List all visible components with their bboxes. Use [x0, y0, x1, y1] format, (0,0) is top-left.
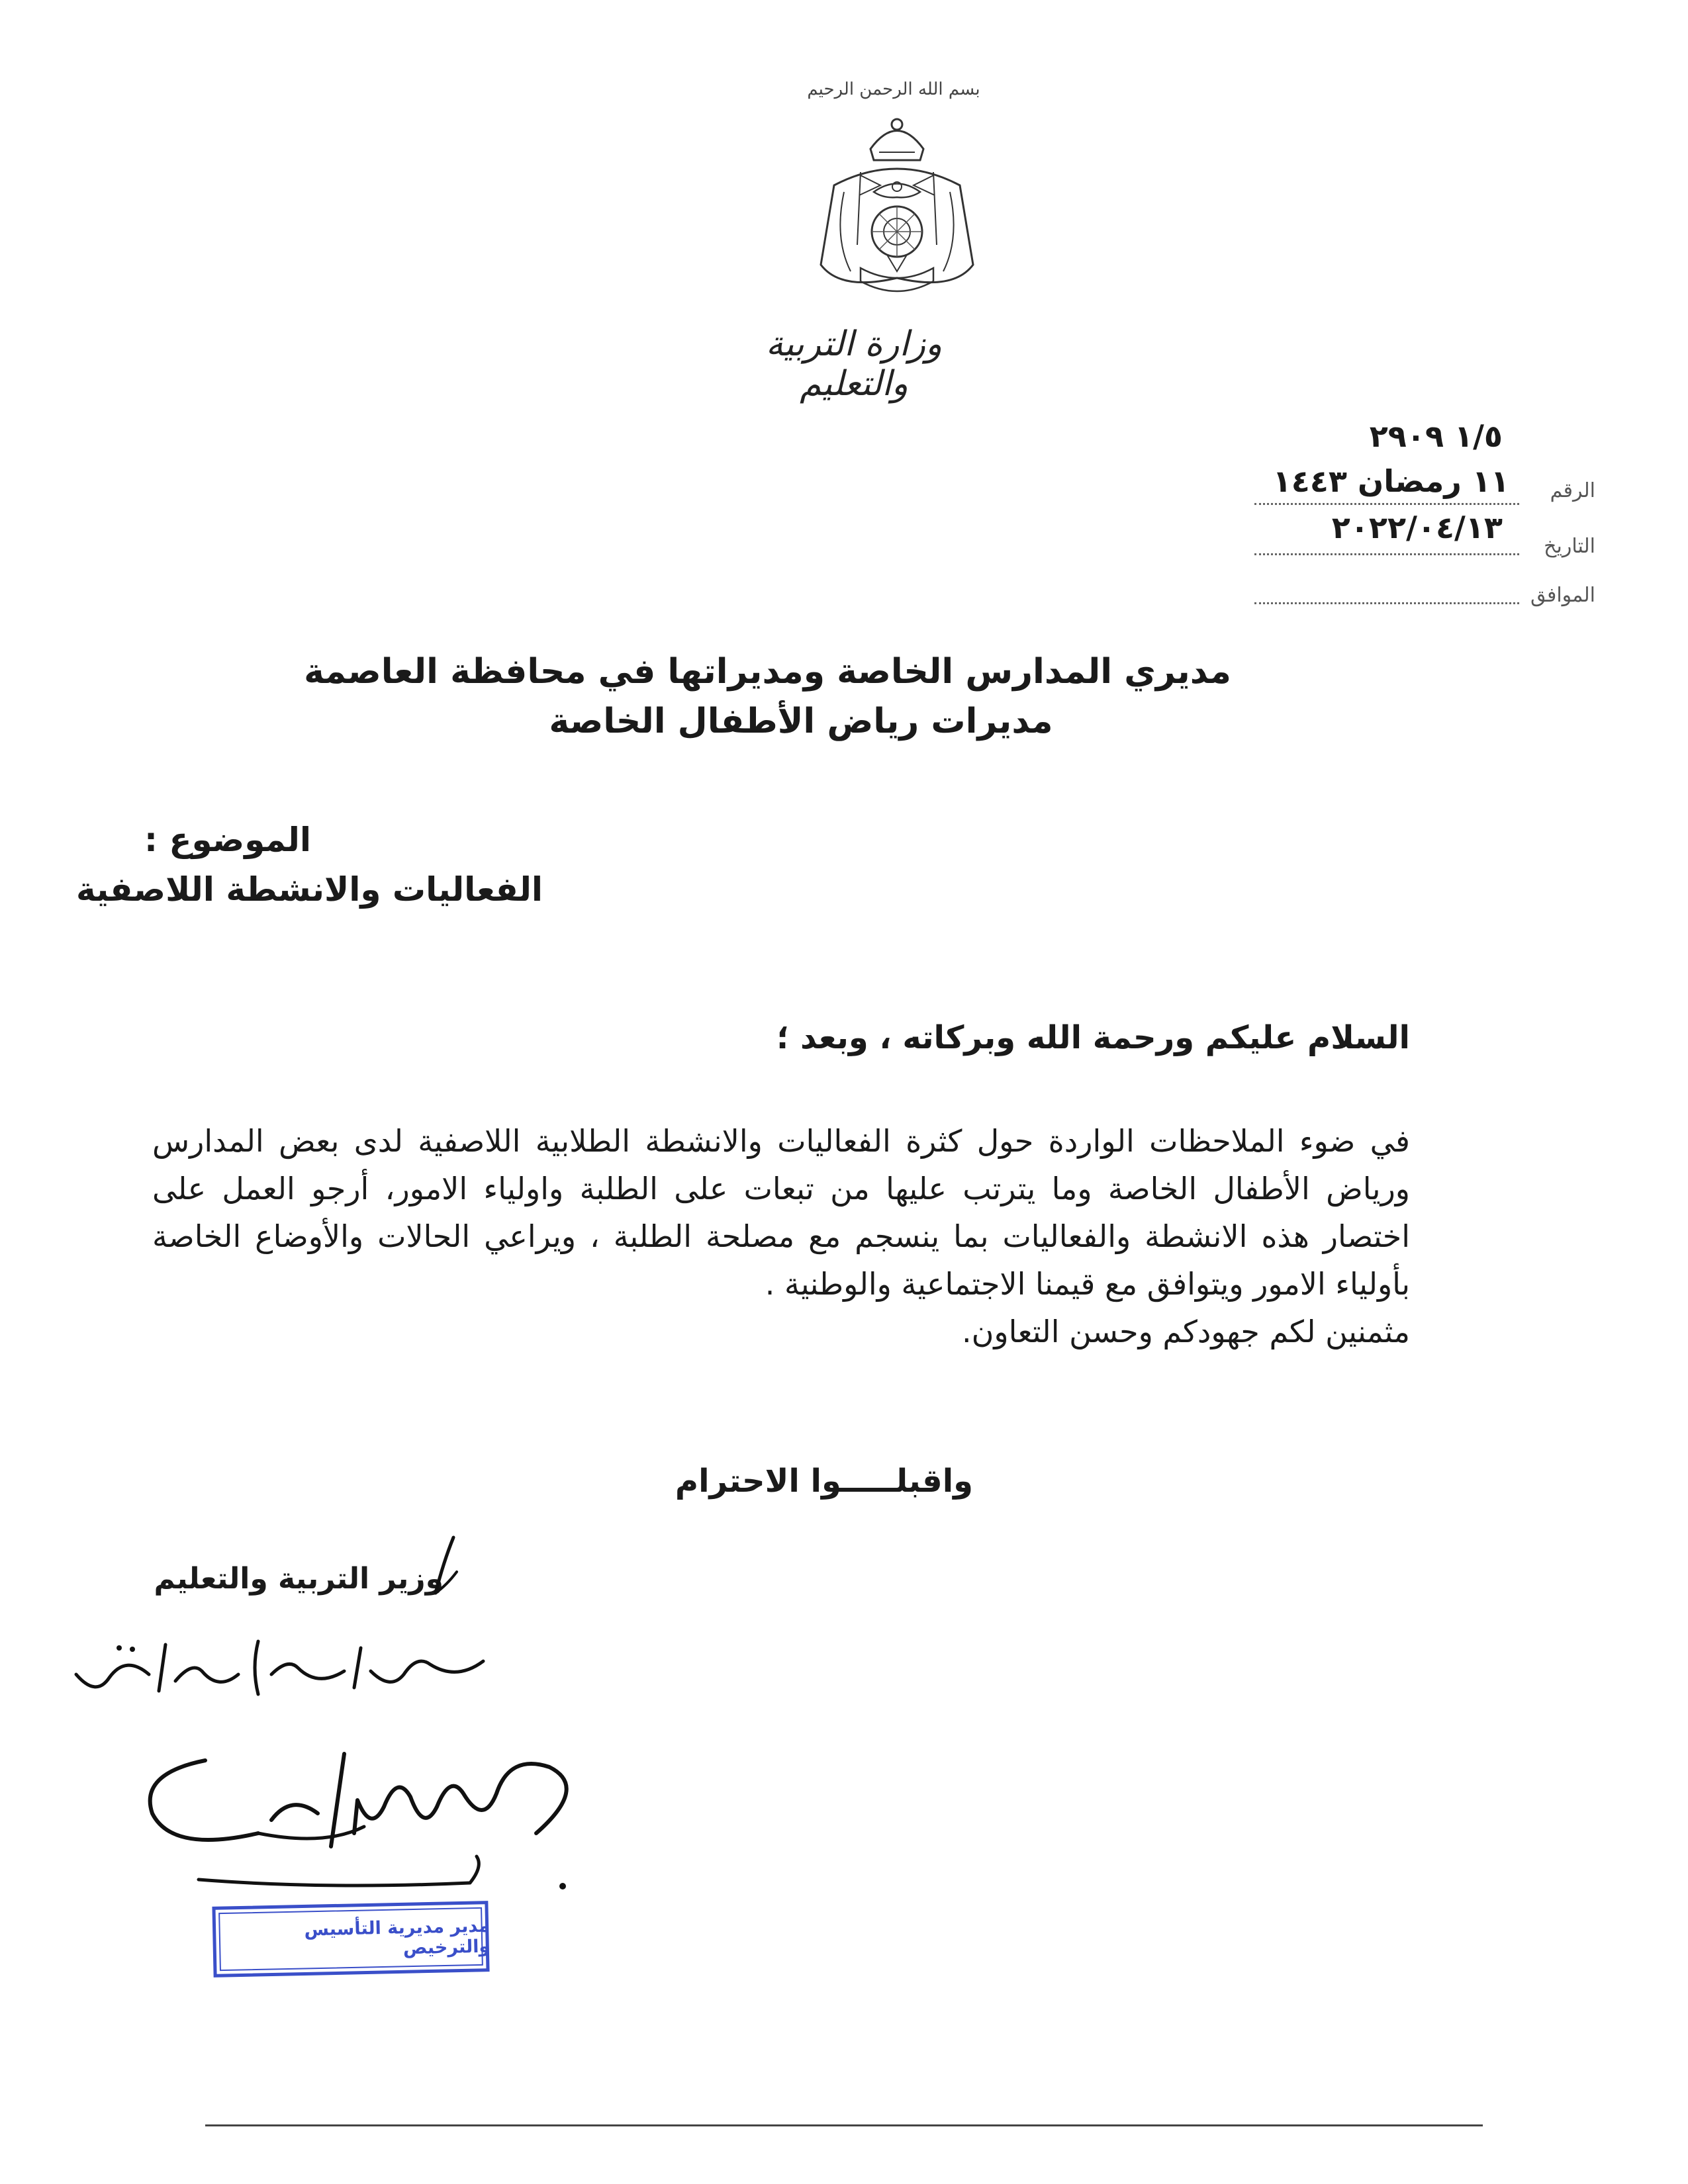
subject-text: الفعاليات والانشطة اللاصفية [76, 870, 543, 909]
handwritten-name [60, 1635, 496, 1714]
dotted-line [1254, 602, 1519, 604]
dotted-line [1254, 553, 1519, 555]
corresponding-label: الموافق [1530, 584, 1595, 607]
subject-label: الموضوع : [144, 821, 311, 859]
letter-body [152, 1117, 1410, 1355]
reference-number: ١/٥ ٢٩٠٩ [1369, 418, 1503, 454]
body-paragraph: في ضوء الملاحظات الواردة حول كثرة الفعاليات والانشطة الطلابية اللاصفية لدى بعض المدارس ورياض الأطفال الخاصة وما يترتب عليها من تبعات على الطلبة واولياء الامور، أرجو العمل على اختصار هذه الانشطة والفعاليات بما ينسجم مع مصلحة الطلبة ، ويراعي الحالات والأوضاع الخاصة بأولياء الامور ويتوافق مع قيمنا الاجتماعية والوطنية . [152, 1123, 1410, 1302]
hijri-date: ١١ رمضان ١٤٤٣ [1272, 463, 1509, 499]
addressee-line-2: مديرات رياض الأطفال الخاصة [549, 702, 1053, 741]
dotted-line [1254, 503, 1519, 505]
greeting: السلام عليكم ورحمة الله وبركاته ، وبعد ؛ [776, 1019, 1410, 1056]
addressee-line-1: مديري المدارس الخاصة ومديراتها في محافظة العاصمة [304, 652, 1231, 692]
date-label: التاريخ [1544, 535, 1595, 558]
stamp-text: مدير مديرية التأسيس والترخيص [304, 1915, 491, 1959]
handwritten-slash [424, 1532, 463, 1598]
footer-divider [205, 2124, 1483, 2126]
minister-title: وزير التربية والتعليم [154, 1562, 444, 1596]
coat-of-arms-icon [788, 113, 1006, 311]
signature-underline [192, 1853, 576, 1893]
closing: واقبلـــــوا الاحترام [675, 1463, 973, 1500]
ministry-name: وزارة التربية والتعليم [765, 324, 943, 404]
gregorian-date: ٢٠٢٢/٠٤/١٣ [1331, 510, 1503, 545]
basmala: بسم الله الرحمن الرحيم [807, 79, 980, 99]
official-stamp [211, 1900, 491, 1979]
number-label: الرقم [1550, 479, 1595, 502]
body-thanks: مثمنين لكم جهودكم وحسن التعاون. [961, 1314, 1410, 1349]
